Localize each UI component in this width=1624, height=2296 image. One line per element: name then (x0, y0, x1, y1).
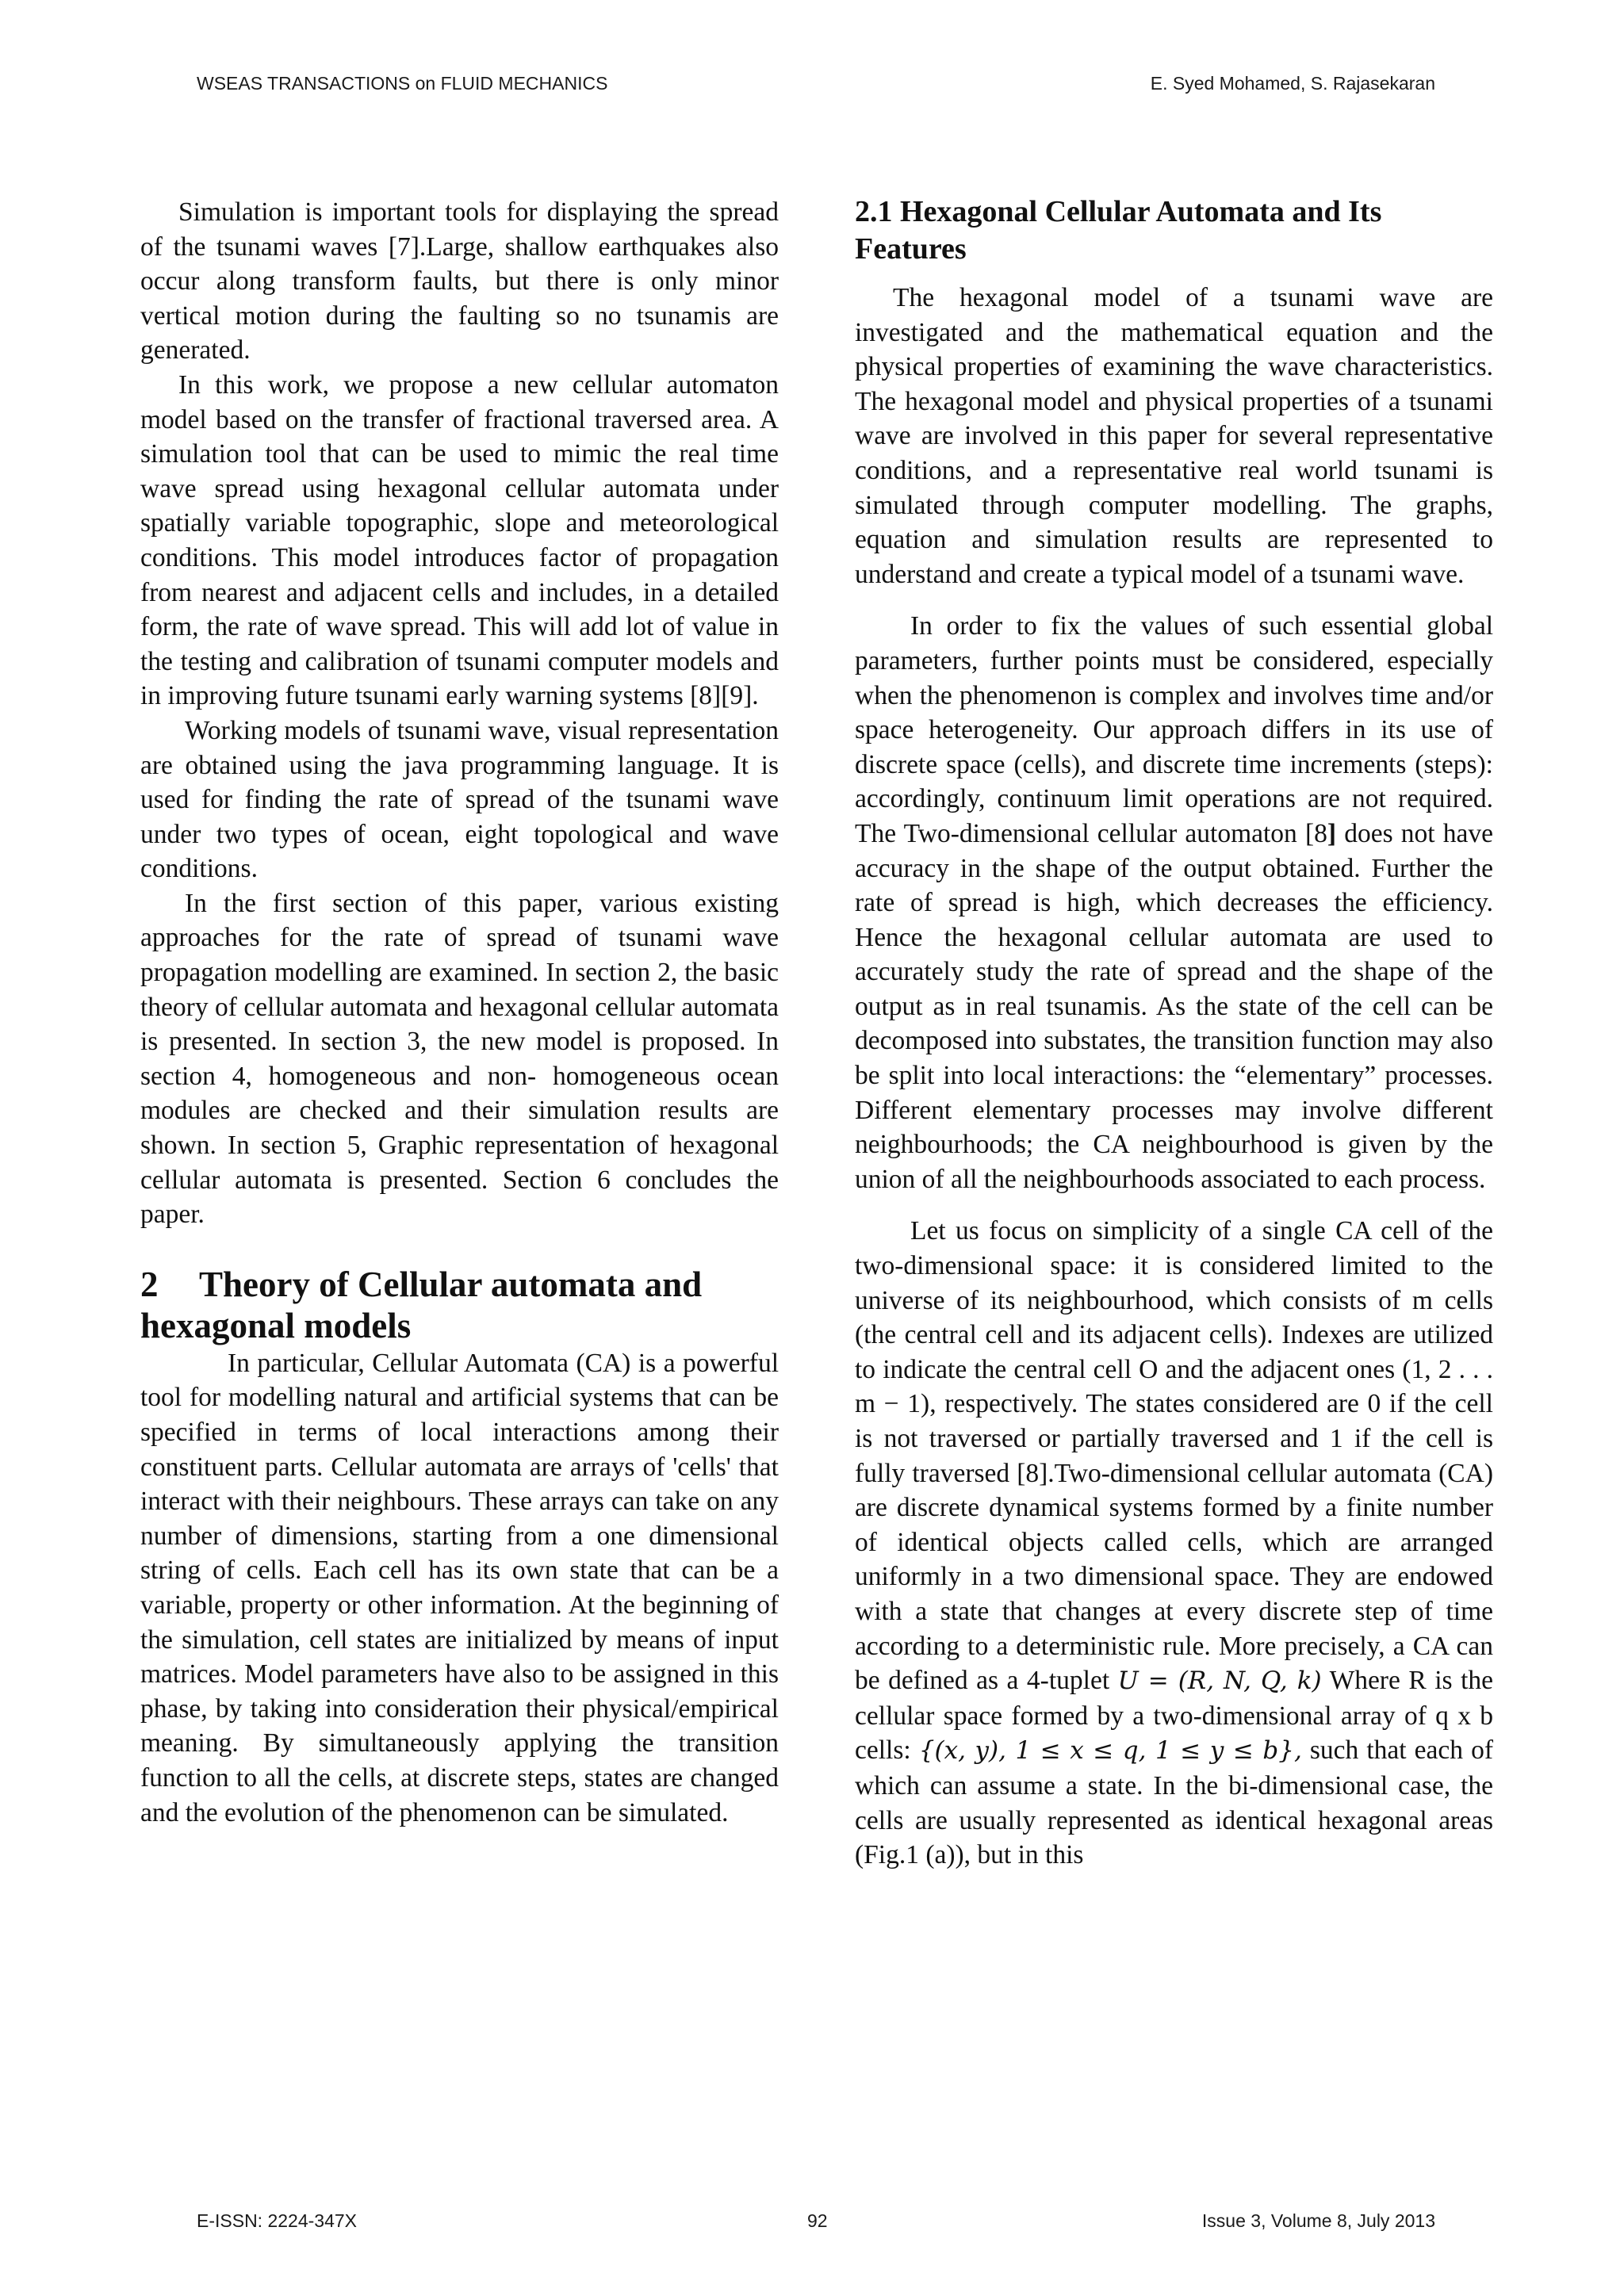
journal-name: WSEAS TRANSACTIONS on FLUID MECHANICS (197, 73, 608, 94)
paragraph-text: Where R is the cellular space formed by a two-dimensional array of q x b cells: (855, 1666, 1494, 1766)
issn: E-ISSN: 2224-347X (197, 2210, 358, 2231)
author-names: E. Syed Mohamed, S. Rajasekaran (1150, 73, 1435, 94)
paragraph-text: Let us focus on simplicity of a single CA cell of the two-dimensional space: it is considered limited to the universe of its neighbourhood, which consists of m cells (the central cell and its adjacent cells). Indexes are utilized to indicate the central cell O and the adjacent ones (1, 2 . . . m − 1), respectively. The states considered are 0 if the cell is not traversed or partially traversed and 1 if the cell is fully traversed [8].Two-dimensional cellular automata (CA) are discrete dynamical systems formed by a finite number of identical objects called cells, which are arranged uniformly in a two dimensional space. They are endowed with a state that changes at every discrete step of time according to a deterministic rule. More precisely, a CA can be defined as a 4-tuplet (855, 1216, 1493, 1696)
subsection-heading: 2.1 Hexagonal Cellular Automata and Its Features (855, 195, 1382, 266)
issue-info: Issue 3, Volume 8, July 2013 (1201, 2210, 1435, 2231)
section-title: Theory of Cellular automata and hexagonal models (140, 1264, 703, 1345)
left-column (140, 195, 779, 1830)
paragraph (855, 609, 1493, 1196)
paragraph (855, 1214, 1493, 1872)
page-footer (197, 2210, 1435, 2242)
paragraph-text: does not have accuracy in the shape of the output obtained. Further the rate of spread is high, which decreases the efficiency. Hence the hexagonal cellular automata are used to accurately study the rate of spread and the shape of the output as in real tsunamis. As the state of the cell can be decomposed into substates, the transition function may also be split into local interactions: the “elementary” processes. Different elementary processes may involve different neighbourhoods; the CA neighbourhood is given by the union of all the neighbourhoods associated to each process. (855, 818, 1493, 1194)
math-tuple: U = (R, N, Q, k) (1117, 1667, 1322, 1696)
paragraph-text: such that each of which can assume a state. In the bi-dimensional case, the cells are usually represented as identical hexagonal areas (Fig.1 (a)), but in this (855, 1735, 1493, 1870)
bracket: ] (1327, 818, 1337, 848)
page-number: 92 (807, 2210, 828, 2231)
paragraph: Simulation is important tools for displaying the spread of the tsunami waves [7].Large, shallow earthquakes also occur along transform faults, but there is only minor vertical motion during the faulting so no tsunamis are generated. (140, 197, 779, 365)
paragraph: In particular, Cellular Automata (CA) is a powerful tool for modelling natural and artificial systems that can be specified in terms of local interactions among their constituent parts. Cellular automata are arrays of 'cells' that interact with their neighbours. These arrays can take on any number of dimensions, starting from a one dimensional string of cells. Each cell has its own state that can be a variable, property or other information. At the beginning of the simulation, cell states are initialized by means of input matrices. Model parameters have also to be assigned in this phase, by taking into consideration their physical/empirical meaning. By simultaneously applying the transition function to all the cells, at discrete steps, states are changed and the evolution of the phenomenon can be simulated. (140, 1348, 779, 1827)
running-header (197, 73, 1435, 105)
paragraph: Working models of tsunami wave, visual representation are obtained using the java programming language. It is used for finding the rate of spread of the tsunami wave under two types of ocean, eight topological and wave conditions. (140, 715, 779, 884)
right-column (855, 193, 1493, 1873)
paragraph: In this work, we propose a new cellular automaton model based on the transfer of fractional traversed area. A simulation tool that can be used to mimic the real time wave spread using hexagonal cellular automata under spatially variable topographic, slope and meteorological conditions. This model introduces factor of propagation from nearest and adjacent cells and includes, in a detailed form, the rate of wave spread. This will add lot of value in the testing and calibration of tsunami computer models and in improving future tsunami early warning systems [8][9]. (140, 369, 779, 711)
section-number: 2 (140, 1264, 159, 1304)
section-heading (140, 1264, 779, 1346)
paragraph-text: In order to fix the values of such essential global parameters, further points must be considered, especially when the phenomenon is complex and involves time and/or space heterogeneity. Our approach differs in its use of discrete space (cells), and discrete time increments (steps): accordingly, continuum limit operations are not required. The Two-dimensional cellular automaton [8 (855, 611, 1493, 848)
math-set: {(x, y), 1 ≤ x ≤ q, 1 ≤ y ≤ b}, (918, 1736, 1302, 1766)
paragraph: In the first section of this paper, various existing approaches for the rate of spread of tsunami wave propagation modelling are examined. In section 2, the basic theory of cellular automata and hexagonal cellular automata is presented. In section 3, the new model is proposed. In section 4, homogeneous and non- homogeneous ocean modules are checked and their simulation results are shown. In section 5, Graphic representation of hexagonal cellular automata is presented. Section 6 concludes the paper. (140, 888, 779, 1230)
paragraph: The hexagonal model of a tsunami wave are investigated and the mathematical equation and the physical properties of examining the wave characteristics. The hexagonal model and physical properties of a tsunami wave are involved in this paper for several representative conditions, and a representative real world tsunami is simulated through computer modelling. The graphs, equation and simulation results are represented to understand and create a typical model of a tsunami wave. (855, 283, 1493, 589)
